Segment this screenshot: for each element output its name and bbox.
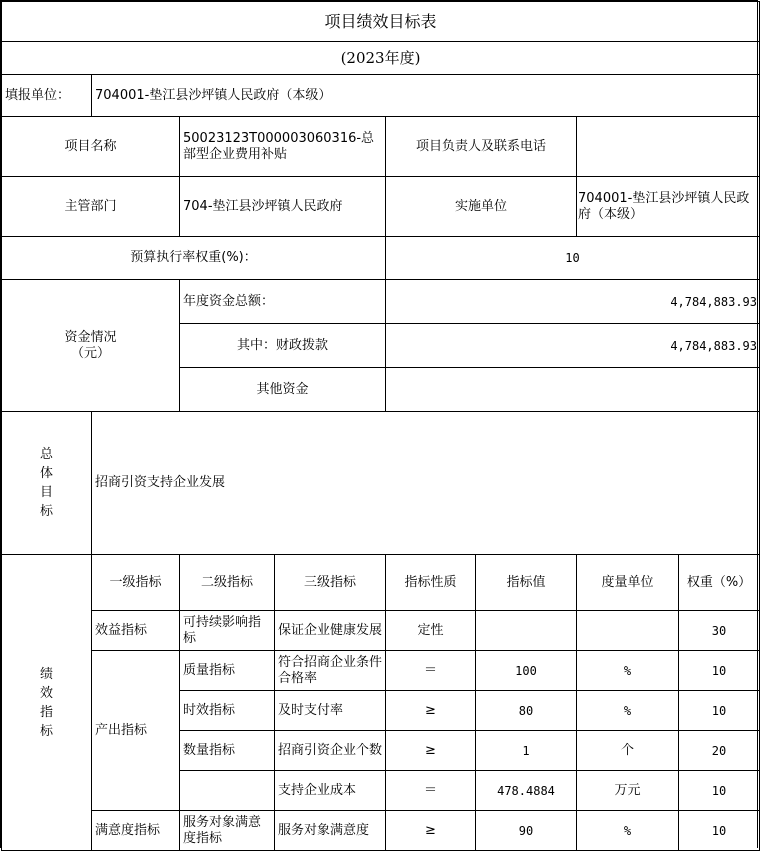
cell-unit: %	[577, 691, 679, 731]
header-nature: 指标性质	[386, 555, 476, 611]
funds-label-line1: 资金情况	[64, 329, 117, 345]
cell-level2: 时效指标	[180, 691, 275, 731]
performance-target-table	[1, 1, 760, 851]
cell-weight: 10	[679, 771, 760, 811]
cell-value: 90	[476, 811, 577, 851]
cell-unit: 个	[577, 731, 679, 771]
indicators-header-row	[2, 555, 760, 611]
reporting-unit-label: 填报单位：	[2, 75, 92, 117]
reporting-unit-value: 704001-垫江县沙坪镇人民政府（本级）	[92, 75, 760, 117]
overall-goal-char: 标	[39, 504, 53, 519]
department-row	[2, 177, 760, 237]
overall-goal-char: 目	[39, 485, 53, 500]
impl-unit-value: 704001-垫江县沙坪镇人民政府（本级）	[577, 177, 760, 237]
cell-level2: 数量指标	[180, 731, 275, 771]
table-row	[2, 651, 760, 691]
cell-weight: 30	[679, 611, 760, 651]
cell-level3: 支持企业成本	[275, 771, 386, 811]
cell-nature: 定性	[386, 611, 476, 651]
overall-goal-label	[2, 412, 92, 555]
overall-goal-text: 招商引资支持企业发展	[92, 412, 760, 555]
cell-unit: %	[577, 651, 679, 691]
cell-value: 1	[476, 731, 577, 771]
cell-level2	[180, 771, 275, 811]
table-title: 项目绩效目标表	[2, 2, 760, 42]
cell-unit: 万元	[577, 771, 679, 811]
funds-total-label: 年度资金总额：	[180, 280, 386, 324]
cell-level3: 及时支付率	[275, 691, 386, 731]
funds-fiscal-value: 4,784,883.93	[386, 324, 760, 368]
indicators-char: 指	[39, 704, 53, 720]
funds-other-value	[386, 368, 760, 412]
cell-level2: 质量指标	[180, 651, 275, 691]
cell-unit: %	[577, 811, 679, 851]
indicators-char: 效	[39, 685, 53, 701]
cell-weight: 10	[679, 651, 760, 691]
cell-level3: 服务对象满意度	[275, 811, 386, 851]
header-weight: 权重（%）	[679, 555, 760, 611]
cell-level2: 可持续影响指标	[180, 611, 275, 651]
header-unit: 度量单位	[577, 555, 679, 611]
indicators-char: 标	[39, 723, 53, 739]
cell-nature: ≥	[386, 731, 476, 771]
funds-total-value: 4,784,883.93	[386, 280, 760, 324]
budget-weight-label: 预算执行率权重(%)：	[2, 237, 386, 280]
funds-total-row	[2, 280, 760, 324]
cell-weight: 10	[679, 691, 760, 731]
cell-weight: 10	[679, 811, 760, 851]
funds-label	[2, 280, 180, 412]
project-row	[2, 117, 760, 177]
cell-value: 100	[476, 651, 577, 691]
title-row	[2, 2, 760, 42]
project-contact-value	[577, 117, 760, 177]
department-label: 主管部门	[2, 177, 180, 237]
funds-label-line2: （元）	[70, 345, 110, 361]
overall-goal-char: 体	[39, 466, 53, 481]
cell-level3: 符合招商企业条件合格率	[275, 651, 386, 691]
indicators-label	[2, 555, 92, 851]
cell-value: 478.4884	[476, 771, 577, 811]
reporting-unit-row	[2, 75, 760, 117]
cell-level3: 保证企业健康发展	[275, 611, 386, 651]
cell-value: 80	[476, 691, 577, 731]
cell-level1: 产出指标	[92, 651, 180, 811]
budget-weight-value: 10	[386, 237, 760, 280]
cell-level1: 效益指标	[92, 611, 180, 651]
cell-nature: ＝	[386, 651, 476, 691]
header-value: 指标值	[476, 555, 577, 611]
cell-nature: ≥	[386, 811, 476, 851]
department-value: 704-垫江县沙坪镇人民政府	[180, 177, 386, 237]
table-year: (2023年度)	[2, 42, 760, 75]
cell-unit	[577, 611, 679, 651]
cell-nature: ＝	[386, 771, 476, 811]
budget-weight-row	[2, 237, 760, 280]
header-level2: 二级指标	[180, 555, 275, 611]
indicators-char: 绩	[39, 666, 53, 682]
project-name-value: 50023123T000003060316-总部型企业费用补贴	[180, 117, 386, 177]
cell-value	[476, 611, 577, 651]
project-contact-label: 项目负责人及联系电话	[386, 117, 577, 177]
project-name-label: 项目名称	[2, 117, 180, 177]
cell-weight: 20	[679, 731, 760, 771]
funds-fiscal-label: 其中：财政拨款	[180, 324, 386, 368]
impl-unit-label: 实施单位	[386, 177, 577, 237]
table-row	[2, 811, 760, 851]
funds-other-label: 其他资金	[180, 368, 386, 412]
cell-nature: ≥	[386, 691, 476, 731]
header-level1: 一级指标	[92, 555, 180, 611]
cell-level3: 招商引资企业个数	[275, 731, 386, 771]
year-row	[2, 42, 760, 75]
cell-level2: 服务对象满意度指标	[180, 811, 275, 851]
overall-goal-char: 总	[39, 447, 53, 462]
table-row	[2, 611, 760, 651]
header-level3: 三级指标	[275, 555, 386, 611]
cell-level1: 满意度指标	[92, 811, 180, 851]
overall-goal-row	[2, 412, 760, 555]
